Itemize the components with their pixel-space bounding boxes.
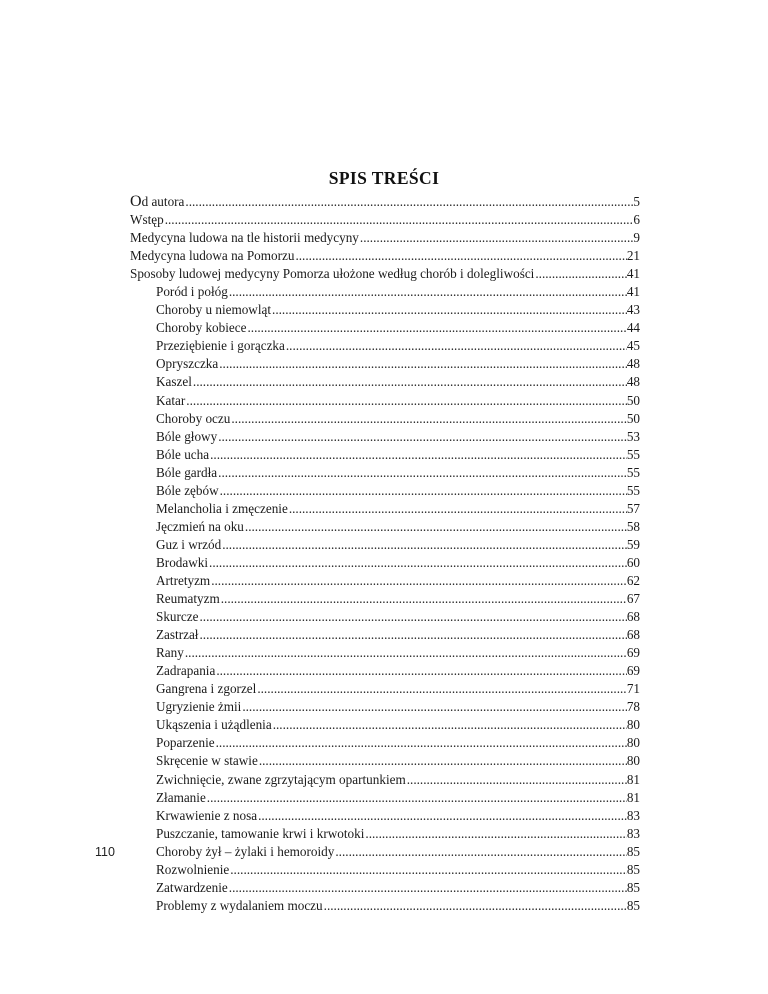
dot-leader bbox=[221, 590, 627, 608]
toc-entry[interactable] bbox=[130, 536, 640, 554]
dot-leader bbox=[199, 608, 626, 626]
toc-entry-page: 85 bbox=[626, 879, 640, 895]
toc-entry[interactable] bbox=[130, 211, 640, 229]
toc-entry[interactable] bbox=[130, 392, 640, 410]
toc-entry[interactable] bbox=[130, 789, 640, 807]
toc-entry[interactable] bbox=[130, 319, 640, 337]
toc-entry-page: 58 bbox=[626, 518, 640, 534]
toc-entry-title: Rany bbox=[156, 645, 184, 661]
toc-entry-title: Bóle gardła bbox=[156, 464, 218, 480]
toc-entry[interactable] bbox=[130, 771, 640, 789]
toc-entry-title: Choroby u niemowląt bbox=[156, 302, 272, 318]
toc-entry[interactable] bbox=[130, 265, 640, 283]
toc-entry-page: 41 bbox=[626, 284, 640, 300]
dot-leader bbox=[229, 283, 627, 301]
toc-entry[interactable] bbox=[130, 373, 640, 391]
toc-entry-title: Ukąszenia i użądlenia bbox=[156, 717, 272, 733]
toc-entry[interactable] bbox=[130, 500, 640, 518]
toc-entry-page: 80 bbox=[626, 735, 640, 751]
toc-entry-title: Zadrapania bbox=[156, 663, 216, 679]
toc-entry-title: Zwichnięcie, zwane zgrzytającym opartunkiem bbox=[156, 771, 406, 787]
toc-entry-page: 43 bbox=[626, 302, 640, 318]
toc-entry-page: 81 bbox=[626, 771, 640, 787]
toc-entry-page: 69 bbox=[626, 663, 640, 679]
dot-leader bbox=[365, 825, 626, 843]
toc-entry[interactable] bbox=[130, 662, 640, 680]
toc-entry-page: 55 bbox=[626, 446, 640, 462]
toc-entry-page: 6 bbox=[633, 212, 640, 228]
toc-entry-page: 78 bbox=[626, 699, 640, 715]
toc-entry-page: 62 bbox=[626, 572, 640, 588]
toc-entry-title: Od autora bbox=[130, 193, 185, 210]
toc-entry-page: 81 bbox=[626, 789, 640, 805]
toc-entry[interactable] bbox=[130, 716, 640, 734]
toc-entry-title: Zastrzał bbox=[156, 627, 199, 643]
toc-entry-page: 41 bbox=[626, 266, 640, 282]
dot-leader bbox=[230, 861, 627, 879]
dot-leader bbox=[535, 265, 626, 283]
dot-leader bbox=[216, 734, 627, 752]
toc-entry-title: Guz i wrzód bbox=[156, 536, 222, 552]
toc-entry-page: 48 bbox=[626, 356, 640, 372]
toc-entry[interactable] bbox=[130, 446, 640, 464]
toc-entry-title: Poparzenie bbox=[156, 735, 215, 751]
dot-leader bbox=[273, 716, 627, 734]
toc-entry[interactable] bbox=[130, 825, 640, 843]
toc-entry-title: Artretyzm bbox=[156, 572, 211, 588]
toc-entry-page: 55 bbox=[626, 482, 640, 498]
toc-entry[interactable] bbox=[130, 554, 640, 572]
toc-entry-title: Bóle ucha bbox=[156, 446, 210, 462]
toc-entry-title: Kaszel bbox=[156, 374, 192, 390]
toc-entry[interactable] bbox=[130, 698, 640, 716]
toc-entry-page: 71 bbox=[626, 681, 640, 697]
dot-leader bbox=[185, 193, 633, 211]
toc-entry-title: Złamanie bbox=[156, 789, 206, 805]
toc-entry-page: 57 bbox=[626, 500, 640, 516]
toc-entry-title: Reumatyzm bbox=[156, 591, 220, 607]
dot-leader bbox=[258, 807, 627, 825]
toc-entry-title: Skręcenie w stawie bbox=[156, 753, 258, 769]
dot-leader bbox=[219, 355, 627, 373]
toc-entry-title: Puszczanie, tamowanie krwi i krwotoki bbox=[156, 825, 365, 841]
dot-leader bbox=[247, 319, 626, 337]
toc-entry-title: Bóle zębów bbox=[156, 482, 219, 498]
toc-entry-page: 85 bbox=[626, 897, 640, 913]
toc-entry-page: 55 bbox=[626, 464, 640, 480]
toc-entry-title: Katar bbox=[156, 392, 186, 408]
toc-entry-title: Poród i połóg bbox=[156, 284, 228, 300]
toc-entry-title: Krwawienie z nosa bbox=[156, 807, 258, 823]
toc-entry-title: Choroby kobiece bbox=[156, 320, 247, 336]
toc-entry[interactable] bbox=[130, 464, 640, 482]
toc-entry-page: 85 bbox=[626, 843, 640, 859]
toc-entry-page: 45 bbox=[626, 338, 640, 354]
dot-leader bbox=[257, 680, 626, 698]
toc-entry-title: Brodawki bbox=[156, 554, 209, 570]
toc-entry-title: Problemy z wydalaniem moczu bbox=[156, 897, 323, 913]
toc-entry[interactable] bbox=[130, 861, 640, 879]
toc-entry-page: 44 bbox=[626, 320, 640, 336]
toc-entry[interactable] bbox=[130, 897, 640, 915]
toc-entry[interactable] bbox=[130, 518, 640, 536]
dot-leader bbox=[295, 247, 626, 265]
page-number: 110 bbox=[95, 845, 115, 859]
toc-entry[interactable] bbox=[130, 301, 640, 319]
toc-entry-title: Opryszczka bbox=[156, 356, 219, 372]
dot-leader bbox=[218, 464, 627, 482]
dot-leader bbox=[259, 752, 627, 770]
toc-entry-page: 80 bbox=[626, 717, 640, 733]
dot-leader bbox=[216, 662, 627, 680]
toc-entry[interactable] bbox=[130, 283, 640, 301]
dot-leader bbox=[324, 897, 627, 915]
dot-leader bbox=[218, 428, 627, 446]
dot-leader bbox=[360, 229, 634, 247]
toc-entry[interactable] bbox=[130, 193, 640, 211]
toc-entry-page: 67 bbox=[626, 591, 640, 607]
toc-entry-page: 48 bbox=[626, 374, 640, 390]
toc-entry-title: Sposoby ludowej medycyny Pomorza ułożone według chorób i dolegliwości bbox=[130, 266, 535, 282]
toc-entry-page: 60 bbox=[626, 554, 640, 570]
toc-entry[interactable] bbox=[130, 247, 640, 265]
toc-entry-title: Wstęp bbox=[130, 212, 164, 228]
toc-entry[interactable] bbox=[130, 879, 640, 897]
toc-entry-page: 50 bbox=[626, 392, 640, 408]
toc-entry[interactable] bbox=[130, 572, 640, 590]
dot-leader bbox=[199, 626, 626, 644]
toc-entry-title: Choroby oczu bbox=[156, 410, 231, 426]
toc-entry-title: Rozwolnienie bbox=[156, 861, 230, 877]
toc-entry-title: Medycyna ludowa na tle historii medycyny bbox=[130, 230, 359, 246]
dot-leader bbox=[210, 446, 627, 464]
toc-entry-page: 80 bbox=[626, 753, 640, 769]
dot-leader bbox=[242, 698, 626, 716]
dot-leader bbox=[289, 500, 627, 518]
toc-entry-title: Bóle głowy bbox=[156, 428, 218, 444]
toc-entry-page: 68 bbox=[626, 627, 640, 643]
dot-leader bbox=[165, 211, 634, 229]
toc-entry-title: Medycyna ludowa na Pomorzu bbox=[130, 248, 295, 264]
dot-leader bbox=[193, 373, 627, 391]
dot-leader bbox=[407, 771, 627, 789]
toc-entry-page: 5 bbox=[633, 194, 640, 209]
toc-entry[interactable] bbox=[130, 734, 640, 752]
toc-entry-title: Choroby żył – żylaki i hemoroidy bbox=[156, 843, 335, 859]
dot-leader bbox=[231, 410, 626, 428]
toc-entry-page: 83 bbox=[626, 825, 640, 841]
toc-entry-title: Melancholia i zmęczenie bbox=[156, 500, 288, 516]
toc-entry-title: Gangrena i zgorzel bbox=[156, 681, 257, 697]
toc-entry[interactable] bbox=[130, 355, 640, 373]
toc-entry-page: 69 bbox=[626, 645, 640, 661]
dot-leader bbox=[286, 337, 627, 355]
toc-entry-page: 53 bbox=[626, 428, 640, 444]
toc-entry[interactable] bbox=[130, 843, 640, 861]
dot-leader bbox=[185, 644, 627, 662]
toc-entry-title: Jęczmień na oku bbox=[156, 518, 244, 534]
toc-entry[interactable] bbox=[130, 590, 640, 608]
dot-leader bbox=[207, 789, 627, 807]
toc-entry[interactable] bbox=[130, 410, 640, 428]
toc-entry-title: Skurcze bbox=[156, 609, 199, 625]
page-title: SPIS TREŚCI bbox=[328, 168, 440, 188]
dot-leader bbox=[229, 879, 627, 897]
toc-entry-page: 83 bbox=[626, 807, 640, 823]
toc-entry[interactable] bbox=[130, 482, 640, 500]
toc-entry[interactable] bbox=[130, 680, 640, 698]
toc-entry[interactable] bbox=[130, 626, 640, 644]
dot-leader bbox=[209, 554, 627, 572]
toc-entry[interactable] bbox=[130, 229, 640, 247]
toc-entry-page: 59 bbox=[626, 536, 640, 552]
toc-entry[interactable] bbox=[130, 807, 640, 825]
dot-leader bbox=[335, 843, 626, 861]
toc-entry[interactable] bbox=[130, 428, 640, 446]
toc-entry-title: Zatwardzenie bbox=[156, 879, 228, 895]
toc-entry[interactable] bbox=[130, 337, 640, 355]
dot-leader bbox=[186, 392, 627, 410]
toc-entry-page: 85 bbox=[626, 861, 640, 877]
dot-leader bbox=[272, 301, 627, 319]
toc-entry-title: Przeziębienie i gorączka bbox=[156, 338, 285, 354]
table-of-contents bbox=[130, 193, 640, 915]
dot-leader bbox=[220, 482, 627, 500]
toc-entry-title: Ugryzienie żmii bbox=[156, 699, 242, 715]
dot-leader bbox=[222, 536, 627, 554]
toc-entry[interactable] bbox=[130, 608, 640, 626]
dot-leader bbox=[211, 572, 627, 590]
toc-entry[interactable] bbox=[130, 752, 640, 770]
toc-entry-page: 68 bbox=[626, 609, 640, 625]
dot-leader bbox=[245, 518, 627, 536]
toc-entry[interactable] bbox=[130, 644, 640, 662]
toc-entry-page: 21 bbox=[626, 248, 640, 264]
toc-entry-page: 50 bbox=[626, 410, 640, 426]
toc-entry-page: 9 bbox=[633, 230, 640, 246]
